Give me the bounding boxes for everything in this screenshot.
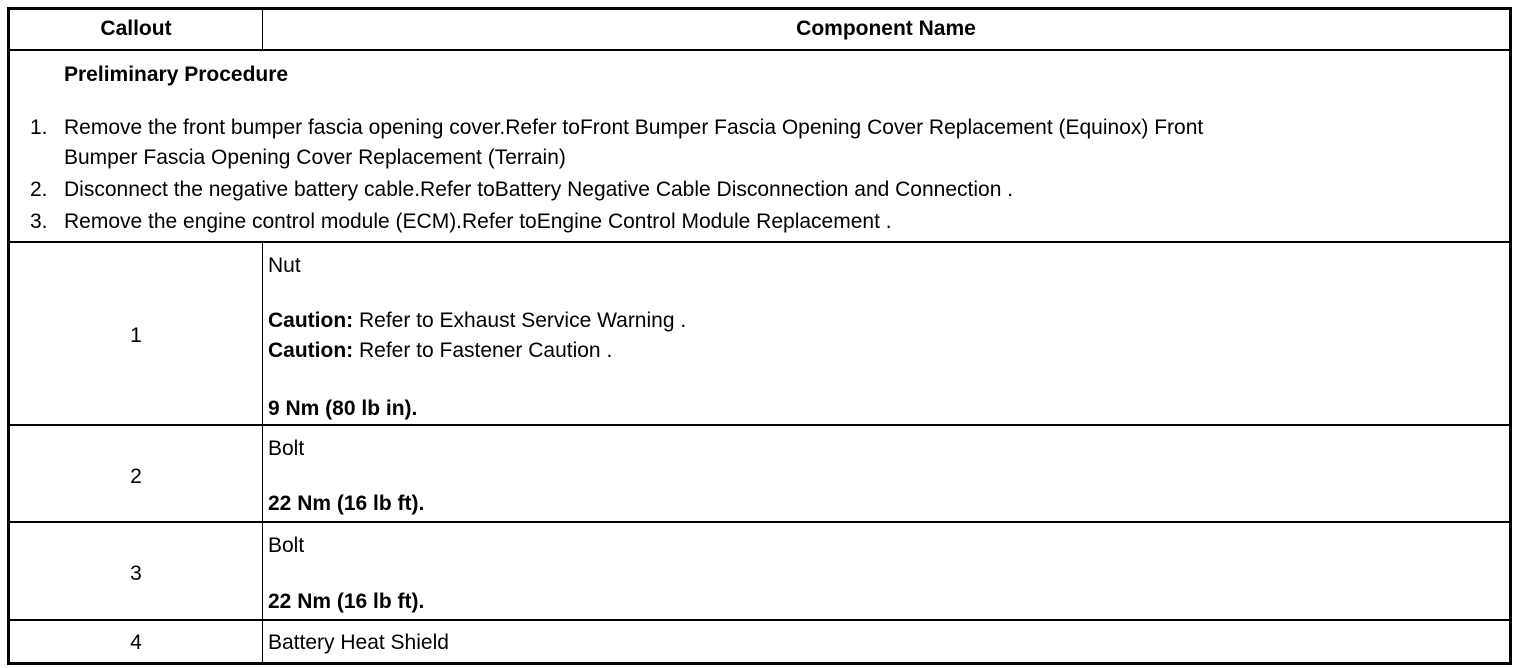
callout-number: 4 bbox=[130, 631, 142, 654]
row-divider bbox=[10, 521, 1509, 523]
caution-text: Refer to Exhaust Service Warning . bbox=[353, 309, 687, 332]
torque-spec: 9 Nm (80 lb in). bbox=[268, 397, 418, 420]
procedure-step bbox=[30, 175, 1014, 205]
step-number: 2. bbox=[30, 178, 48, 201]
callout-number: 2 bbox=[130, 465, 142, 488]
procedure-step-continuation bbox=[30, 143, 566, 173]
column-divider bbox=[262, 243, 263, 662]
row-divider bbox=[10, 424, 1509, 426]
caution-label: Caution: bbox=[268, 309, 354, 332]
caution-note bbox=[268, 339, 612, 363]
step-text: Bumper Fascia Opening Cover Replacement (Terrain) bbox=[64, 146, 566, 169]
procedure-step bbox=[30, 113, 1204, 143]
component-name-header: Component Name bbox=[796, 17, 976, 40]
component-name: Bolt bbox=[268, 437, 305, 460]
row-divider bbox=[10, 49, 1509, 51]
component-name: Nut bbox=[268, 254, 301, 277]
torque-spec: 22 Nm (16 lb ft). bbox=[268, 590, 425, 613]
callout-number: 1 bbox=[130, 324, 142, 347]
component-table bbox=[7, 7, 1512, 665]
caution-text: Refer to Fastener Caution . bbox=[353, 339, 613, 362]
step-number: 3. bbox=[30, 210, 48, 233]
caution-note bbox=[268, 309, 686, 333]
caution-label: Caution: bbox=[268, 339, 354, 362]
preliminary-procedure-title: Preliminary Procedure bbox=[64, 63, 289, 86]
step-text: Disconnect the negative battery cable.Refer toBattery Negative Cable Disconnection and Connection . bbox=[64, 178, 1014, 201]
step-number: 1. bbox=[30, 116, 48, 139]
component-name: Battery Heat Shield bbox=[268, 631, 449, 654]
step-text: Remove the engine control module (ECM).Refer toEngine Control Module Replacement . bbox=[64, 210, 892, 233]
step-text: Remove the front bumper fascia opening cover.Refer toFront Bumper Fascia Opening Cover Replacement (Equinox) Front bbox=[64, 116, 1204, 139]
procedure-step bbox=[30, 207, 892, 237]
row-divider bbox=[10, 619, 1509, 621]
callout-number: 3 bbox=[130, 562, 142, 585]
torque-spec: 22 Nm (16 lb ft). bbox=[268, 492, 425, 515]
row-divider bbox=[10, 241, 1509, 243]
callout-header: Callout bbox=[100, 17, 172, 40]
component-name: Bolt bbox=[268, 534, 305, 557]
